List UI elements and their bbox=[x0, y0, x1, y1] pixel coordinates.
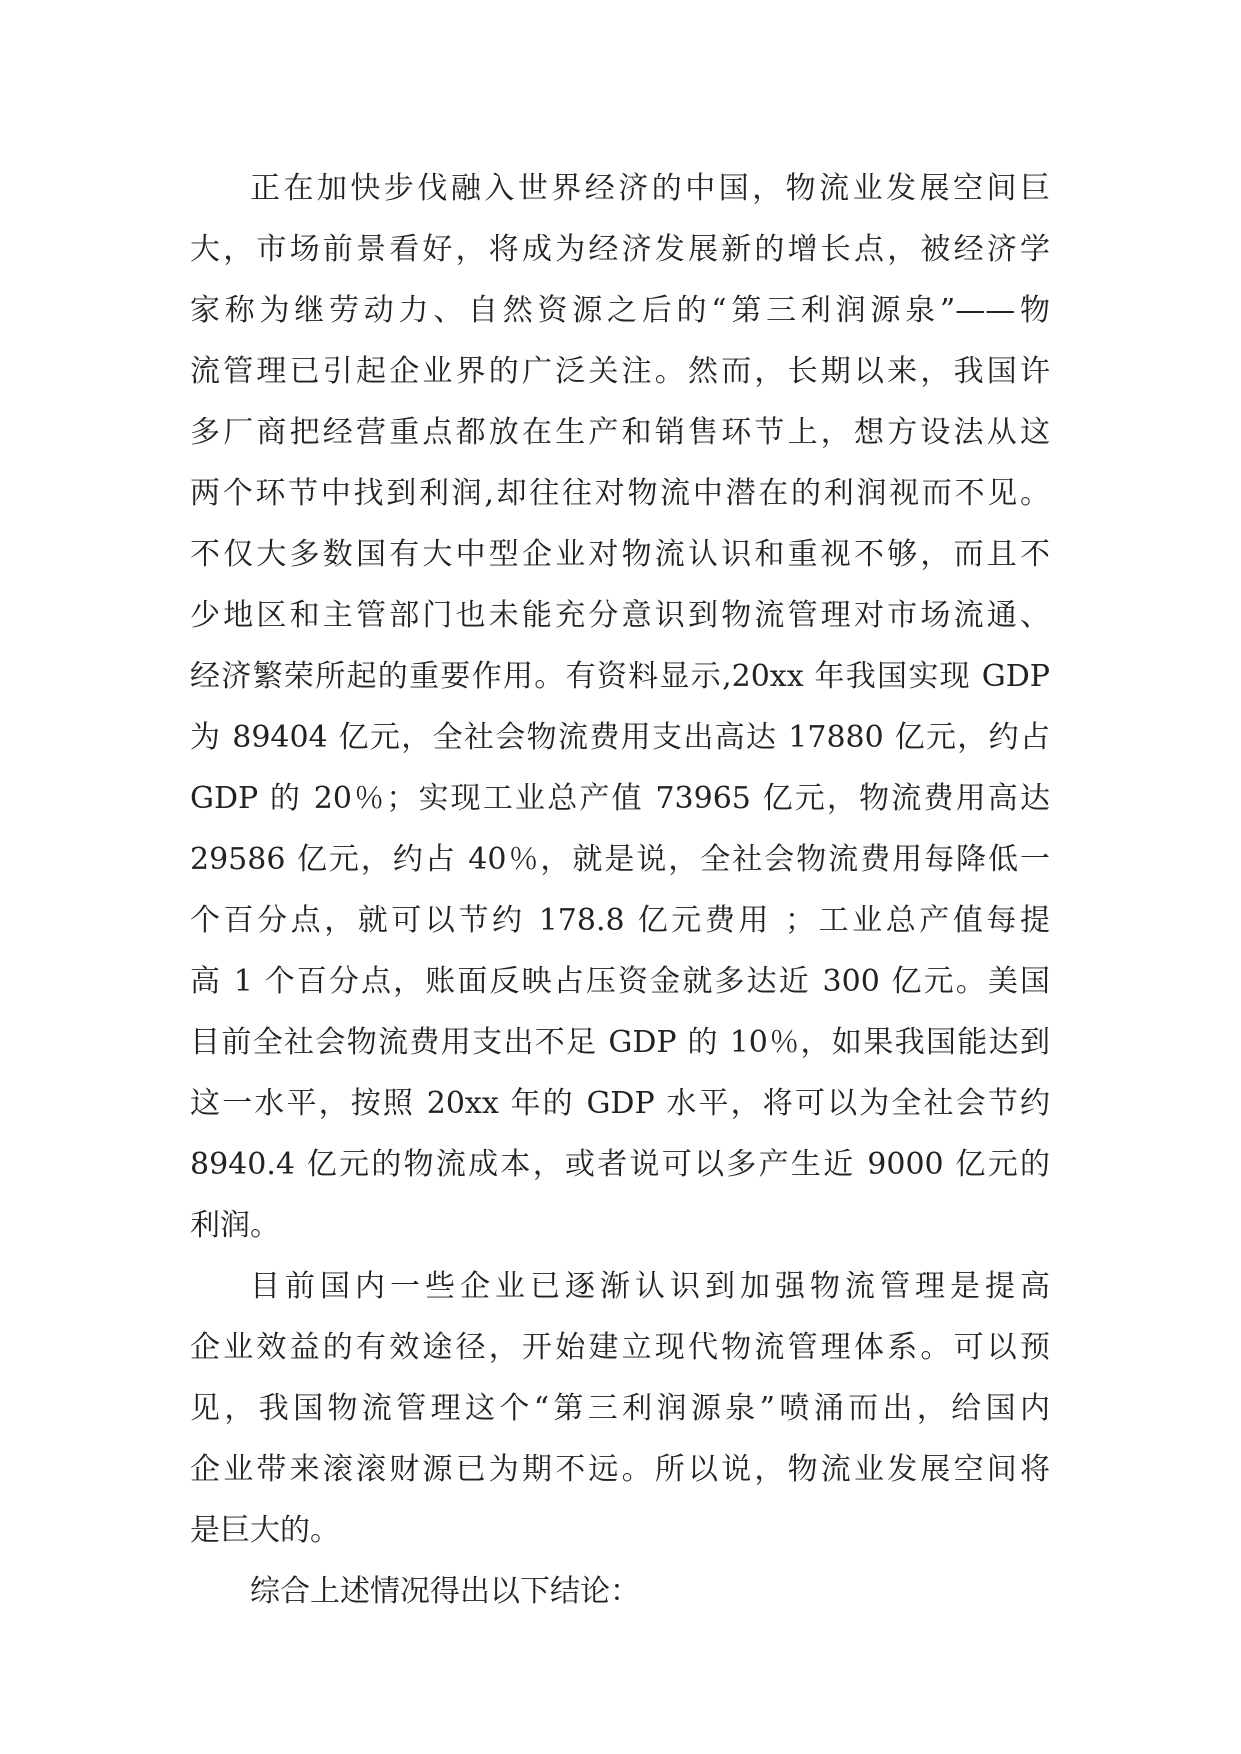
text-line: 个百分点，就可以节约 178.8 亿元费用 ；工业总产值每提 bbox=[190, 903, 1050, 938]
text-line: 目前全社会物流费用支出不足 GDP 的 10％，如果我国能达到 bbox=[190, 1025, 1050, 1060]
text-line: 流管理已引起企业界的广泛关注。然而，长期以来，我国许 bbox=[190, 354, 1050, 389]
text-line: 见，我国物流管理这个“第三利润源泉”喷涌而出，给国内 bbox=[190, 1391, 1050, 1426]
text-line: 两个环节中找到利润,却往往对物流中潜在的利润视而不见。 bbox=[190, 476, 1050, 511]
text-line: 多厂商把经营重点都放在生产和销售环节上，想方设法从这 bbox=[190, 415, 1050, 450]
paragraph-2 bbox=[190, 1256, 1050, 1561]
text-line: 高 1 个百分点，账面反映占压资金就多达近 300 亿元。美国 bbox=[190, 964, 1050, 999]
text-line: 大，市场前景看好，将成为经济发展新的增长点，被经济学 bbox=[190, 232, 1050, 267]
text-line: 少地区和主管部门也未能充分意识到物流管理对市场流通、 bbox=[190, 598, 1050, 633]
text-line: 8940.4 亿元的物流成本，或者说可以多产生近 9000 亿元的 bbox=[190, 1147, 1050, 1182]
text-line: 不仅大多数国有大中型企业对物流认识和重视不够，而且不 bbox=[190, 537, 1050, 572]
paragraph-3 bbox=[190, 1561, 1050, 1622]
text-line: 29586 亿元，约占 40％，就是说，全社会物流费用每降低一 bbox=[190, 842, 1050, 877]
text-line: GDP 的 20％；实现工业总产值 73965 亿元，物流费用高达 bbox=[190, 781, 1050, 816]
document-body bbox=[190, 158, 1050, 1622]
text-line: 利润。 bbox=[190, 1208, 280, 1243]
text-line: 经济繁荣所起的重要作用。有资料显示,20xx 年我国实现 GDP bbox=[190, 659, 1050, 694]
text-line: 为 89404 亿元，全社会物流费用支出高达 17880 亿元，约占 bbox=[190, 720, 1050, 755]
paragraph-1 bbox=[190, 158, 1050, 1256]
text-line: 是巨大的。 bbox=[190, 1513, 340, 1548]
text-line: 这一水平，按照 20xx 年的 GDP 水平，将可以为全社会节约 bbox=[190, 1086, 1050, 1121]
text-line: 正在加快步伐融入世界经济的中国，物流业发展空间巨 bbox=[250, 171, 1050, 206]
text-line: 企业效益的有效途径，开始建立现代物流管理体系。可以预 bbox=[190, 1330, 1050, 1365]
text-line: 家称为继劳动力、自然资源之后的“第三利润源泉”——物 bbox=[190, 293, 1050, 328]
text-line: 企业带来滚滚财源已为期不远。所以说，物流业发展空间将 bbox=[190, 1452, 1050, 1487]
text-line: 综合上述情况得出以下结论： bbox=[250, 1574, 640, 1609]
text-line: 目前国内一些企业已逐渐认识到加强物流管理是提高 bbox=[250, 1269, 1050, 1304]
